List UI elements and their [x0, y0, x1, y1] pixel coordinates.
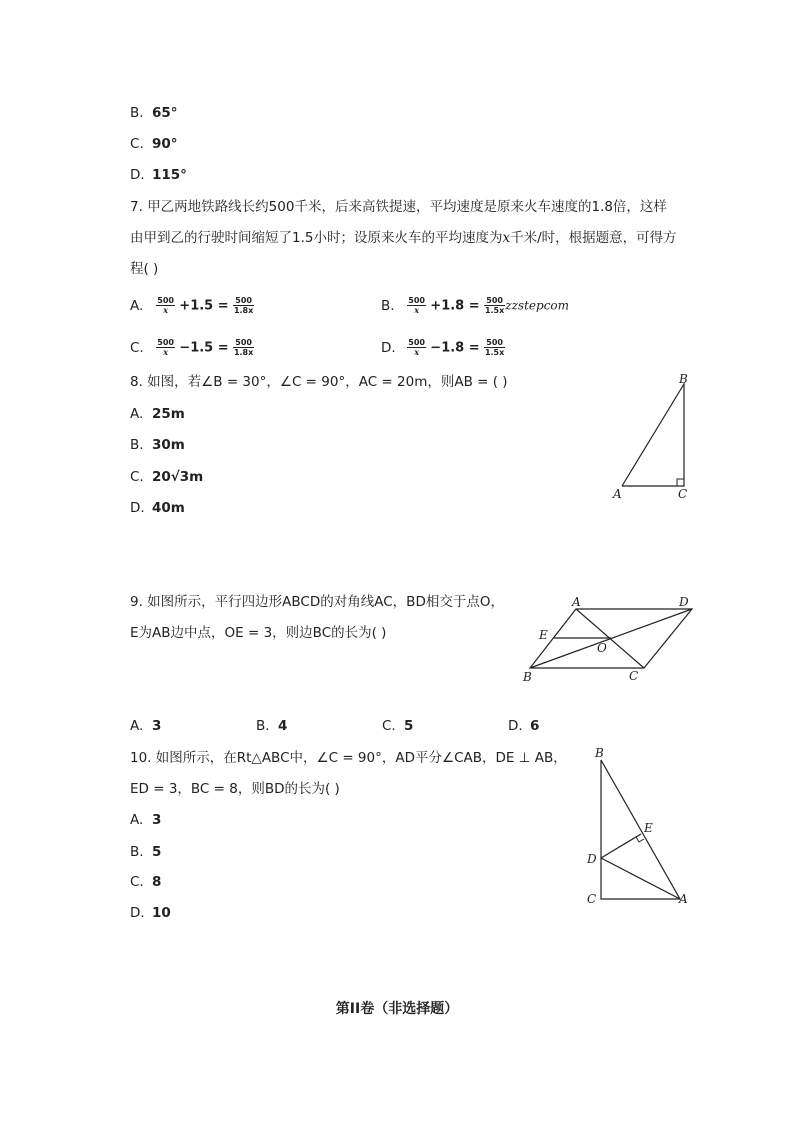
q6-option-b: B. 65°	[130, 105, 178, 121]
q10-option-d: D. 10	[130, 905, 171, 921]
q7-stem-line3: 程( )	[130, 261, 159, 277]
q9-parallelogram-figure	[520, 592, 700, 687]
q8-label-b: B	[679, 372, 688, 386]
q8-label-a: A	[613, 487, 622, 501]
q7-option-b: B. $\frac{500}{x}$ +1.8 = $\frac{500}{1.5x}$ zzstepcom	[381, 296, 570, 315]
q9-option-a: A. 3	[130, 718, 162, 734]
q9-label-c: C	[629, 669, 639, 683]
q10-option-c: C. 8	[130, 874, 162, 890]
q7-option-a: A. $\frac{500}{x}$ +1.5 = $\frac{500}{1.8x}$	[130, 296, 254, 315]
q9-label-e: E	[539, 628, 548, 642]
q10-triangle-figure	[582, 745, 697, 910]
q8-option-c: C. 20√3m	[130, 469, 204, 485]
q9-label-a: A	[572, 595, 581, 609]
q10-label-e: E	[644, 821, 653, 835]
q9-option-d: D. 6	[508, 718, 540, 734]
q8-triangle-figure	[610, 370, 700, 505]
q8-stem: 8. 如图，若∠B = 30°，∠C = 90°，AC = 20m，则AB = ( )	[130, 374, 508, 390]
q8-label-c: C	[678, 487, 688, 501]
q9-label-b: B	[523, 670, 532, 684]
q9-option-b: B. 4	[256, 718, 288, 734]
q9-label-d: D	[679, 595, 689, 609]
q10-label-c: C	[587, 892, 597, 906]
q7-option-d: D. $\frac{500}{x}$ −1.8 = $\frac{500}{1.5x}$	[381, 338, 505, 357]
q9-label-o: O	[597, 641, 607, 655]
q10-option-b: B. 5	[130, 844, 162, 860]
q6-option-d: D. 115°	[130, 167, 187, 183]
section-title: 第II卷（非选择题）	[335, 1001, 459, 1017]
q9-option-c: C. 5	[382, 718, 414, 734]
q7-option-c: C. $\frac{500}{x}$ −1.5 = $\frac{500}{1.8x}$	[130, 338, 254, 357]
q7-stem-line2: 由甲到乙的行驶时间缩短了1.5小时；设原来火车的平均速度为x千米/时，根据题意，可得方	[130, 230, 677, 246]
q10-label-b: B	[595, 746, 604, 760]
q9-stem-line1: 9. 如图所示，平行四边形ABCD的对角线AC，BD相交于点O，	[130, 594, 504, 610]
q10-label-d: D	[587, 852, 597, 866]
q6-option-c: C. 90°	[130, 136, 178, 152]
q8-option-d: D. 40m	[130, 500, 185, 516]
q10-stem-line2: ED = 3，BC = 8，则BD的长为( )	[130, 781, 340, 797]
q10-option-a: A. 3	[130, 812, 162, 828]
q8-option-a: A. 25m	[130, 406, 185, 422]
q8-option-b: B. 30m	[130, 437, 185, 453]
q10-label-a: A	[679, 892, 688, 906]
q10-stem-line1: 10. 如图所示，在Rt△ABC中，∠C = 90°，AD平分∠CAB，DE ⊥ AB，	[130, 750, 567, 766]
q7-stem-line1: 7. 甲乙两地铁路线长约500千米，后来高铁提速，平均速度是原来火车速度的1.8倍，这样	[130, 199, 667, 215]
q9-stem-line2: E为AB边中点，OE = 3，则边BC的长为( )	[130, 625, 387, 641]
